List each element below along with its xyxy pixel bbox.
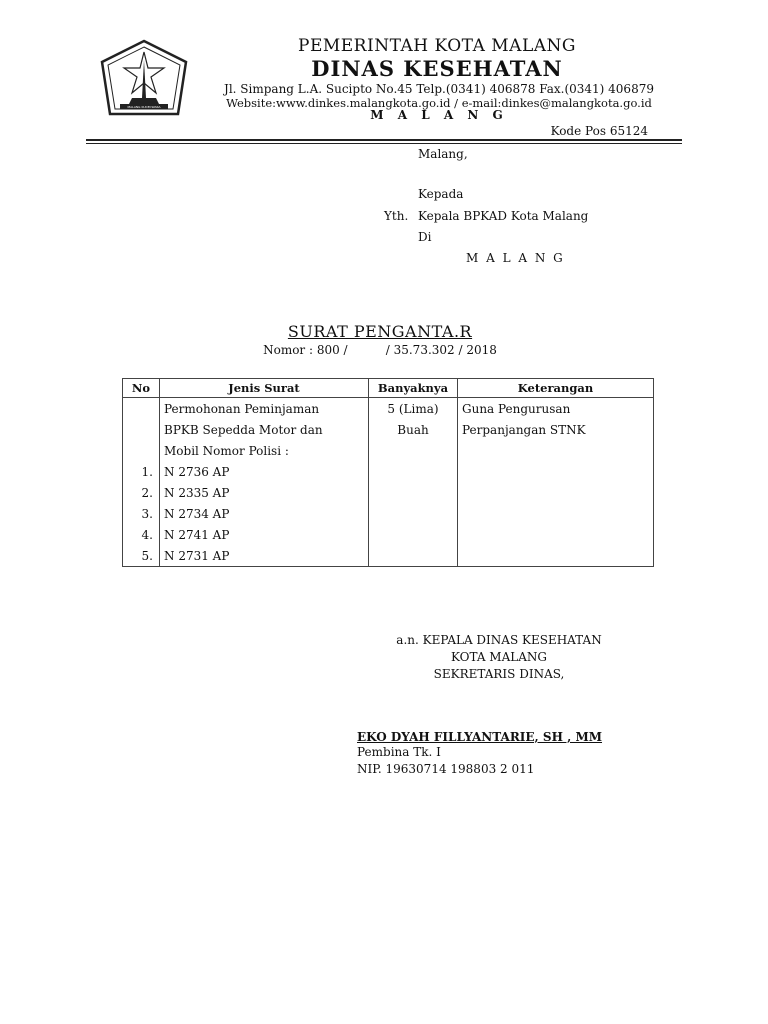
header-no: No [123, 379, 160, 398]
to-label: Kepada [418, 187, 464, 201]
cell-ket [458, 440, 654, 461]
cell-ket: Guna Pengurusan [458, 398, 654, 420]
letter-number: Nomor : 800 / / 35.73.302 / 2018 [263, 343, 497, 357]
signature-role: SEKRETARIS DINAS, [433, 667, 565, 681]
table-row [123, 503, 654, 524]
agency-name: DINAS KESEHATAN [311, 56, 563, 81]
header-jenis: Jenis Surat [160, 379, 369, 398]
cell-ket [458, 461, 654, 482]
cell-jenis: N 2731 AP [160, 545, 369, 567]
signatory-rank: Pembina Tk. I [357, 745, 441, 759]
emblem-motto: MALANG KUCECWARA [127, 105, 161, 109]
table-row [123, 398, 654, 420]
agency-address: Jl. Simpang L.A. Sucipto No.45 Telp.(0341) 406878 Fax.(0341) 406879 [224, 82, 654, 96]
signature-city: KOTA MALANG [451, 650, 547, 664]
signatory-nip: NIP. 19630714 198803 2 011 [357, 762, 535, 776]
cell-jenis: N 2736 AP [160, 461, 369, 482]
cell-no [123, 398, 160, 420]
place-date: Malang, [418, 147, 468, 161]
cell-ket [458, 503, 654, 524]
cell-jenis: N 2741 AP [160, 524, 369, 545]
cell-no: 3. [123, 503, 160, 524]
cell-jenis: Permohonan Peminjaman [160, 398, 369, 420]
cell-no: 2. [123, 482, 160, 503]
cell-jenis: BPKB Sepedda Motor dan [160, 419, 369, 440]
cell-no: 4. [123, 524, 160, 545]
cell-ket [458, 545, 654, 567]
recipient-city: M A L A N G [466, 251, 565, 265]
document-table [122, 378, 654, 567]
cell-no [123, 419, 160, 440]
cell-banyak [369, 503, 458, 524]
header-ket: Keterangan [458, 379, 654, 398]
table-row [123, 482, 654, 503]
recipient-name: Kepala BPKAD Kota Malang [418, 209, 589, 223]
signature-an: a.n. KEPALA DINAS KESEHATAN [396, 633, 602, 647]
city-emblem-logo [98, 38, 190, 120]
agency-city: M A L A N G [370, 108, 508, 122]
cell-jenis: N 2335 AP [160, 482, 369, 503]
table-row [123, 461, 654, 482]
table-row [123, 524, 654, 545]
table-header-row [123, 379, 654, 398]
table-row [123, 440, 654, 461]
table-row [123, 419, 654, 440]
cell-banyak [369, 461, 458, 482]
yth-label: Yth. [384, 209, 409, 223]
letter-title: SURAT PENGANTA.R [287, 322, 473, 341]
cell-banyak [369, 524, 458, 545]
cell-banyak [369, 545, 458, 567]
cell-ket [458, 524, 654, 545]
cell-banyak [369, 482, 458, 503]
cell-no: 1. [123, 461, 160, 482]
cell-banyak: 5 (Lima) [369, 398, 458, 420]
cell-jenis: Mobil Nomor Polisi : [160, 440, 369, 461]
di-label: Di [418, 230, 432, 244]
cell-jenis: N 2734 AP [160, 503, 369, 524]
cell-banyak: Buah [369, 419, 458, 440]
government-name: PEMERINTAH KOTA MALANG [298, 36, 576, 56]
cell-no [123, 440, 160, 461]
letterhead-rule-thick [86, 139, 682, 141]
agency-website: Website:www.dinkes.malangkota.go.id / e-mail:dinkes@malangkota.go.id [226, 96, 652, 110]
cell-no: 5. [123, 545, 160, 567]
letterhead-rule-thin [86, 143, 682, 144]
cell-banyak [369, 440, 458, 461]
cell-ket [458, 482, 654, 503]
signatory-name: EKO DYAH FILLYANTARIE, SH , MM [357, 730, 603, 744]
table-row [123, 545, 654, 567]
header-banyak: Banyaknya [369, 379, 458, 398]
cell-ket: Perpanjangan STNK [458, 419, 654, 440]
postal-code: Kode Pos 65124 [550, 124, 648, 138]
